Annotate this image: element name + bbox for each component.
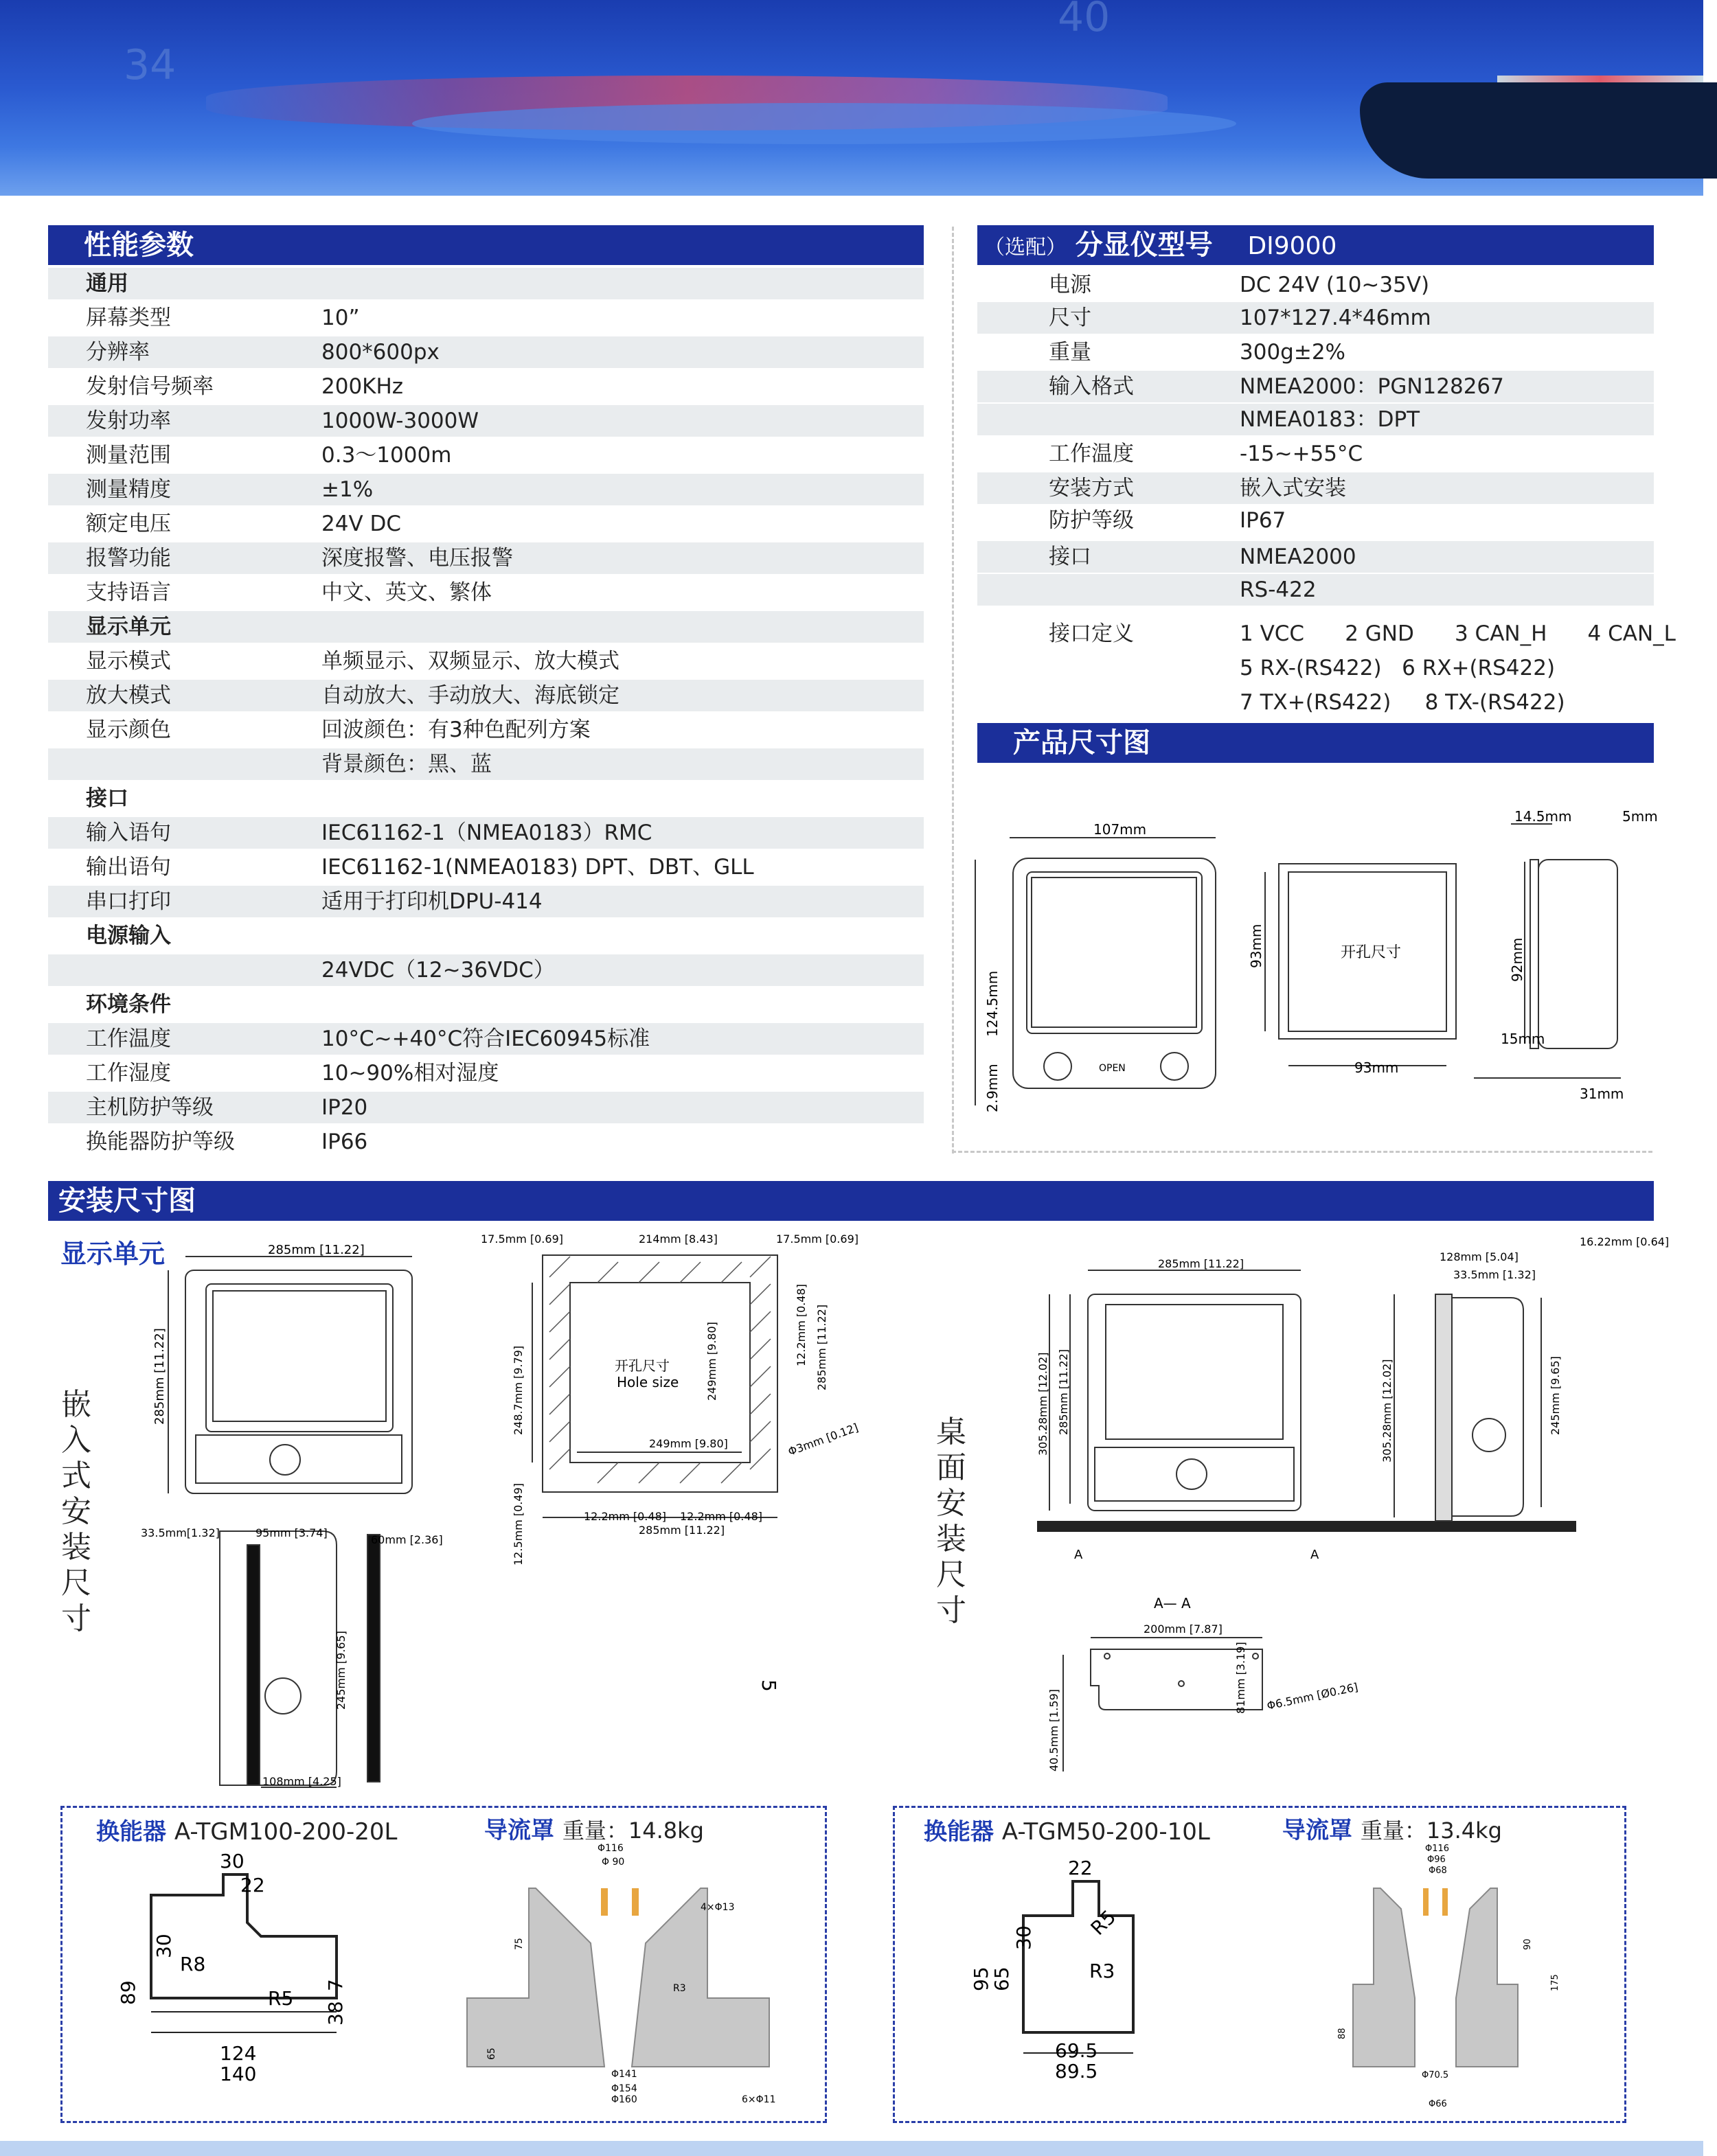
di-row (977, 618, 1676, 650)
di-key: 工作温度 (1049, 441, 1134, 466)
fl1-right-half (632, 1888, 769, 2067)
di-value: DC 24V (10~35V) (1240, 273, 1430, 297)
di-front-view (975, 838, 1216, 1105)
desk-s128: 128mm [5.04] (1440, 1250, 1519, 1263)
perf-key: 发射功率 (86, 409, 171, 433)
perf-key: 电源输入 (86, 924, 171, 948)
di-row (977, 574, 1654, 606)
perf-row (48, 1092, 924, 1123)
fl2-p68: Φ68 (1429, 1866, 1447, 1876)
perf-row (48, 336, 924, 368)
tg2-r3: R3 (1089, 1960, 1115, 1982)
hole-t214: 214mm [8.43] (639, 1232, 718, 1246)
product-dim-divider (952, 1151, 1652, 1153)
perf-key: 分辨率 (86, 340, 150, 365)
aa-section-view (1063, 1638, 1262, 1771)
tg1-d30b: 30 (152, 1934, 175, 1958)
perf-key: 串口打印 (86, 889, 171, 914)
fl2-p66: Φ66 (1429, 2099, 1447, 2109)
desk-w285: 285mm [11.22] (1158, 1257, 1244, 1270)
fl2-p70: Φ70.5 (1422, 2070, 1449, 2080)
di-value: 5 RX-(RS422) 6 RX+(RS422) (1240, 656, 1556, 680)
desktop-install-label: 桌面安装尺寸 (936, 1414, 966, 1628)
tg2-d69: 69.5 (1055, 2039, 1098, 2062)
perf-value: IP66 (321, 1129, 368, 1154)
aa-h40: 40.5mm [1.59] (1047, 1689, 1060, 1771)
perf-key: 工作温度 (86, 1027, 171, 1051)
perf-value: 背景颜色：黑、蓝 (321, 752, 492, 777)
fl1-seal-left (601, 1888, 608, 1916)
display-unit-heading: 显示单元 (60, 1239, 166, 1269)
tg1-title (96, 1813, 398, 1846)
perf-value: 回波颜色：有3种色配列方案 (321, 718, 591, 742)
perf-value: 24VDC（12~36VDC） (321, 958, 555, 983)
perf-value: 0.3～1000m (321, 443, 452, 468)
hole-r285: 285mm [11.22] (815, 1304, 828, 1390)
tg2-d5: 5 (758, 1679, 780, 1692)
dim-31: 31mm (1580, 1086, 1624, 1102)
banner-depth-number: 34 (124, 41, 177, 89)
tg2-d89: 89.5 (1055, 2060, 1098, 2083)
tg1-d89: 89 (117, 1980, 139, 2005)
perf-key: 屏幕类型 (86, 306, 171, 330)
perf-value: ±1% (321, 477, 374, 502)
di-row (977, 302, 1654, 334)
perf-key: 通用 (86, 271, 128, 296)
tg2-d65: 65 (990, 1966, 1013, 1991)
perf-row (48, 1057, 924, 1089)
tg2-model: A-TGM50-200-10L (1001, 1818, 1210, 1846)
di-key: 接口 (1049, 544, 1091, 569)
desk-s16: 16.22mm [0.64] (1580, 1235, 1670, 1248)
perf-value: IEC61162-1（NMEA0183）RMC (321, 821, 652, 845)
hole-label-cn: 开孔尺寸 (615, 1357, 670, 1374)
perf-value: 10~90%相对湿度 (321, 1061, 499, 1086)
install-title-bar (48, 1181, 1654, 1221)
perf-row (48, 886, 924, 917)
perf-key: 显示模式 (86, 649, 171, 674)
tg2-d30: 30 (1012, 1925, 1035, 1950)
tg2-label: 换能器 (924, 1818, 994, 1846)
tg2-r5: R5 (1086, 1905, 1121, 1940)
fl1-weight: 14.8kg (628, 1817, 704, 1844)
banner-depth-number: 40 (1058, 0, 1111, 41)
hole-t17a: 17.5mm [0.69] (481, 1232, 563, 1246)
perf-value: IP20 (321, 1095, 368, 1120)
fl1-weight-label: 重量： (562, 1817, 628, 1844)
tg2-d95: 95 (970, 1966, 992, 1991)
emb-s33: 33.5mm[1.32] (141, 1526, 220, 1539)
perf-row (48, 817, 924, 849)
di-row (977, 472, 1654, 504)
perf-value: 单频显示、双频显示、放大模式 (321, 649, 619, 674)
fl1-p90: Φ 90 (602, 1857, 625, 1868)
perf-value: 1000W-3000W (321, 409, 479, 433)
fl2-p116: Φ116 (1425, 1844, 1450, 1854)
fl1-r3: R3 (673, 1983, 686, 1994)
fl1-d75: 75 (514, 1938, 525, 1950)
perf-row (48, 680, 924, 711)
ship-hull-image (1360, 82, 1717, 179)
perf-row (48, 1023, 924, 1055)
fl2-seal-left (1423, 1888, 1429, 1916)
emb-h285: 285mm [11.22] (152, 1328, 167, 1425)
di-title-bar (977, 225, 1654, 265)
dim-15: 15mm (1501, 1031, 1545, 1047)
perf-key: 测量精度 (86, 477, 171, 502)
perf-value: 自动放大、手动放大、海底锁定 (321, 683, 619, 708)
di-value: 1 VCC 2 GND 3 CAN_H 4 CAN_L (1240, 621, 1676, 646)
perf-group-header (48, 611, 924, 643)
fl2-weight: 13.4kg (1426, 1817, 1502, 1844)
column-divider (952, 227, 954, 1154)
perf-key: 显示颜色 (86, 718, 171, 742)
fl2-p96: Φ96 (1427, 1855, 1446, 1865)
perf-key: 换能器防护等级 (86, 1129, 235, 1154)
perf-row (48, 851, 924, 883)
tg1-d124: 124 (220, 2042, 257, 2065)
perf-row (48, 439, 924, 471)
hole-phi3: Φ3mm [0.12] (786, 1421, 861, 1458)
di-row (977, 438, 1654, 470)
perf-key: 输入语句 (86, 821, 171, 845)
dim-5: 5mm (1622, 808, 1658, 825)
fl2-seal-right (1442, 1888, 1448, 1916)
fl2-d88: 88 (1337, 2028, 1348, 2039)
perf-group-header (48, 783, 924, 814)
perf-row (48, 1126, 924, 1158)
perf-key: 显示单元 (86, 615, 171, 639)
perf-row (48, 954, 924, 986)
perf-row (48, 405, 924, 437)
di-row (977, 371, 1654, 402)
install-drawings-left (130, 1229, 893, 1799)
perf-key: 环境条件 (86, 992, 171, 1017)
desk-h305: 305.28mm [12.02] (1036, 1352, 1049, 1456)
product-dim-title-bar (977, 723, 1654, 763)
desk-s245: 245mm [9.65] (1549, 1356, 1562, 1435)
tg1-d140: 140 (220, 2063, 257, 2085)
echo-wave-lower (412, 103, 1236, 144)
hole-h248: 248.7mm [9.79] (512, 1345, 525, 1435)
perf-row (48, 714, 924, 746)
perf-title-bar (48, 225, 924, 265)
di-value: NMEA2000 (1240, 544, 1356, 569)
di-key: 重量 (1049, 340, 1091, 365)
hole-label-en: Hole size (617, 1374, 679, 1390)
product-dim-drawing (962, 803, 1676, 1119)
aa-w200: 200mm [7.87] (1144, 1622, 1223, 1636)
perf-value: 200KHz (321, 374, 404, 399)
perf-group-header (48, 268, 924, 299)
perf-value: 深度报警、电压报警 (321, 546, 513, 571)
perf-value: 800*600px (321, 340, 440, 365)
section-mark-a2: A (1310, 1548, 1319, 1562)
tg1-drawing (110, 1850, 385, 2101)
di-value: 7 TX+(RS422) 8 TX-(RS422) (1240, 690, 1565, 715)
tg1-d22: 22 (240, 1874, 265, 1896)
fl1-seal-right (632, 1888, 639, 1916)
di-key: 电源 (1049, 273, 1091, 297)
desk-s33: 33.5mm [1.32] (1453, 1268, 1536, 1281)
perf-row (48, 474, 924, 505)
perf-row (48, 302, 924, 334)
fl2-d90: 90 (1523, 1938, 1533, 1950)
fl2-label: 导流罩 (1282, 1817, 1352, 1844)
desktop-front-view (1049, 1270, 1301, 1511)
emb-w285: 285mm [11.22] (268, 1243, 365, 1257)
fl1-p154: Φ154 (611, 2083, 637, 2094)
di-row (977, 687, 1654, 718)
embedded-front-view (168, 1257, 412, 1493)
emb-s95: 95mm [3.74] (255, 1526, 328, 1539)
di-model: DI9000 (1247, 232, 1337, 260)
fl1-left-half (467, 1888, 604, 2067)
hole-b285: 285mm [11.22] (639, 1524, 725, 1537)
di-key: 接口定义 (1049, 621, 1134, 646)
fl2-drawing (1312, 1840, 1600, 2115)
di-value: NMEA2000：PGN128267 (1240, 374, 1504, 399)
fl2-right-half (1456, 1888, 1518, 2067)
dim-2-9: 2.9mm (984, 1064, 1001, 1112)
perf-key: 接口 (86, 786, 128, 811)
hole-b12a: 12.2mm [0.48] (584, 1510, 666, 1523)
di-value: IP67 (1240, 508, 1286, 533)
fl2-weight-label: 重量： (1360, 1817, 1426, 1844)
footer-band (0, 2141, 1703, 2156)
perf-key: 工作湿度 (86, 1061, 171, 1086)
di-row (977, 541, 1654, 573)
tg1-r8: R8 (180, 1953, 206, 1975)
di-row (977, 404, 1654, 435)
di-row (977, 269, 1654, 301)
di-value: RS-422 (1240, 577, 1317, 602)
perf-value: 24V DC (321, 512, 402, 536)
perf-key: 输出语句 (86, 855, 171, 880)
desktop-base (1037, 1521, 1576, 1532)
perf-key: 报警功能 (86, 546, 171, 571)
tg2-title (924, 1813, 1210, 1846)
di-key: 安装方式 (1049, 476, 1134, 501)
tg1-model: A-TGM100-200-20L (174, 1818, 398, 1846)
perf-key: 放大模式 (86, 683, 171, 708)
perf-row (48, 577, 924, 608)
perf-key: 测量范围 (86, 443, 171, 468)
perf-row (48, 748, 924, 780)
hole-b12b: 12.2mm [0.48] (680, 1510, 762, 1523)
aa-h81: 81mm [3.19] (1234, 1642, 1247, 1714)
fl1-p160: Φ160 (611, 2094, 637, 2105)
tg2-outline (1023, 1881, 1133, 2032)
di-key: 防护等级 (1049, 508, 1134, 533)
perf-row (48, 371, 924, 402)
perf-value: 10°C~+40°C符合IEC60945标准 (321, 1027, 650, 1051)
di-title: 分显仪型号 (1075, 229, 1213, 261)
tg1-d38: 38 (324, 2001, 347, 2026)
fl1-p11: 6×Φ11 (742, 2094, 776, 2105)
install-drawings-right (1030, 1229, 1676, 1799)
perf-row (48, 542, 924, 574)
di-value: NMEA0183：DPT (1240, 407, 1420, 432)
di-value: -15~+55°C (1240, 441, 1363, 466)
hole-h249: 249mm [9.80] (705, 1322, 718, 1401)
tg1-d7: 7 (324, 1979, 347, 1991)
perf-row (48, 508, 924, 540)
emb-s108: 108mm [4.25] (262, 1775, 341, 1788)
dim-14-5: 14.5mm (1514, 808, 1572, 825)
install-title: 安装尺寸图 (58, 1185, 196, 1217)
di-value: 嵌入式安装 (1240, 476, 1346, 501)
perf-key: 发射信号频率 (86, 374, 214, 399)
open-label: OPEN (1099, 1063, 1126, 1074)
fl1-p13: 4×Φ13 (701, 1902, 735, 1913)
perf-row (48, 645, 924, 677)
di-prefix: （选配） (984, 236, 1067, 260)
embedded-side-view (220, 1531, 380, 1787)
fl1-p116: Φ116 (598, 1843, 624, 1854)
di-row (977, 505, 1654, 536)
hole-r12: 12.2mm [0.48] (795, 1284, 808, 1366)
dim-107: 107mm (1093, 821, 1147, 838)
aa-phi65: Φ6.5mm [Ø0.26] (1265, 1680, 1359, 1712)
product-dim-title: 产品尺寸图 (1013, 727, 1150, 759)
perf-group-header (48, 920, 924, 952)
section-mark-a1: A (1074, 1548, 1083, 1562)
fl2-d175: 175 (1550, 1974, 1560, 1991)
fl1-p141: Φ141 (611, 2069, 637, 2080)
desktop-side-view (1394, 1294, 1541, 1521)
tg1-r5: R5 (268, 1987, 294, 2010)
perf-key: 主机防护等级 (86, 1095, 214, 1120)
di-key: 输入格式 (1049, 374, 1134, 399)
di-key: 尺寸 (1049, 306, 1091, 330)
di-side-view (1474, 824, 1621, 1078)
perf-value: 适用于打印机DPU-414 (321, 889, 543, 914)
fl1-label: 导流罩 (484, 1817, 554, 1844)
perf-value: IEC61162-1(NMEA0183) DPT、DBT、GLL (321, 855, 754, 880)
dim-93-w: 93mm (1354, 1059, 1399, 1076)
fl1-d65: 65 (486, 2048, 497, 2060)
desk-h285: 285mm [11.22] (1057, 1349, 1070, 1435)
tg2-d22: 22 (1068, 1857, 1093, 1879)
dim-92: 92mm (1509, 937, 1525, 982)
perf-value: 中文、英文、繁体 (321, 580, 492, 605)
perf-key: 额定电压 (86, 512, 171, 536)
fl1-drawing (426, 1840, 810, 2115)
hole-t17b: 17.5mm [0.69] (776, 1232, 858, 1246)
perf-value: 10” (321, 306, 360, 330)
perf-group-header (48, 989, 924, 1020)
cutout-label: 开孔尺寸 (1341, 944, 1402, 961)
di-row (977, 652, 1654, 684)
header-banner (0, 0, 1703, 196)
perf-key: 支持语言 (86, 580, 171, 605)
dim-93-h: 93mm (1248, 924, 1264, 968)
emb-s60: 60mm [2.36] (371, 1533, 443, 1546)
fl2-left-half (1353, 1888, 1415, 2067)
emb-s245: 245mm [9.65] (334, 1631, 348, 1710)
hole-l12: 12.5mm [0.49] (512, 1483, 525, 1566)
di-value: 300g±2% (1240, 340, 1346, 365)
tg1-label: 换能器 (96, 1818, 166, 1846)
tg1-d30: 30 (220, 1850, 245, 1872)
di-cutout-view (1265, 864, 1456, 1066)
perf-title: 性能参数 (84, 229, 194, 261)
embedded-install-label: 嵌入式安装尺寸 (61, 1387, 91, 1636)
di-value: 107*127.4*46mm (1240, 306, 1431, 330)
di-row (977, 336, 1654, 368)
aa-title: A— A (1154, 1595, 1191, 1612)
hole-w249: 249mm [9.80] (649, 1437, 728, 1450)
dim-124: 124.5mm (984, 970, 1001, 1037)
desk-s305: 305.28mm [12.02] (1380, 1359, 1394, 1463)
